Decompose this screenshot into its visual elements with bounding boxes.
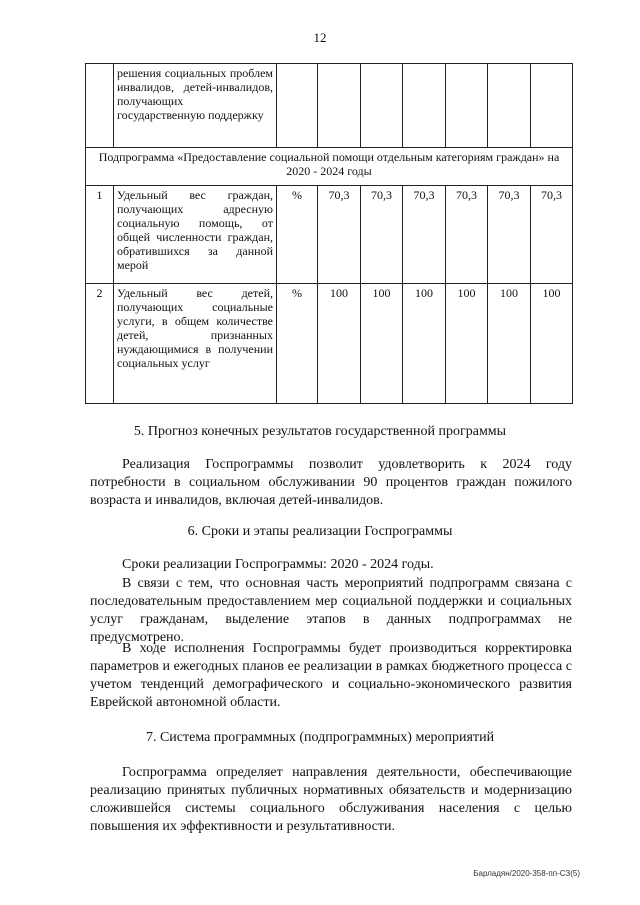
table-cell [531,64,573,148]
table-cell [277,64,318,148]
paragraph: В связи с тем, что основная часть мероприятий подпрограмм связана с последовательным предоставлением мер социальной поддержки и социальных услуг гражданам, выделение этапов в данных подпрограммах не предусмотрено. [90,576,572,645]
table-row [86,284,573,404]
value-cell: 100 [488,284,531,404]
paragraph: В ходе исполнения Госпрограммы будет производиться корректировка параметров и ежегодных планов ее реализации в рамках бюджетного процесса с учетом тенденций демографического и социально-экономического развития Еврейской автономной области. [90,641,572,710]
table-cell [446,64,488,148]
value-cell: 100 [361,284,403,404]
table-cell [361,64,403,148]
subprogram-header: Подпрограмма «Предоставление социальной помощи отдельным категориям граждан» на 2020 - 2024 годы [86,148,573,186]
table-row [86,64,573,148]
section-heading: 5. Прогноз конечных результатов государственной программы [133,424,507,439]
indicator-name-cell: Удельный вес граждан, получающих адресную социальную помощь, от общей численности граждан, обратившихся за данной мерой [114,186,277,284]
paragraph: Госпрограмма определяет направления деятельности, обеспечивающие реализацию принятых публичных нормативных обязательств и модернизацию сложившейся системы социального обслуживания населения с целью повышения их эффективности и результативности. [90,765,572,834]
indicator-name-cell: решения социальных проблем инвалидов, детей-инвалидов, получающих государственную поддержку [114,64,277,148]
unit-cell: % [277,186,318,284]
section-heading: 7. Система программных (подпрограммных) мероприятий [145,730,495,745]
unit-cell: % [277,284,318,404]
row-number: 1 [86,186,114,284]
paragraph: Сроки реализации Госпрограммы: 2020 - 2024 годы. [122,557,434,572]
value-cell: 70,3 [531,186,573,284]
document-id-footer: Барладян/2020-358-пп-СЗ(5) [473,869,580,878]
table-cell [86,64,114,148]
value-cell: 70,3 [361,186,403,284]
page-number: 12 [313,30,327,45]
table-cell [488,64,531,148]
row-number: 2 [86,284,114,404]
table-cell [318,64,361,148]
section-heading: 6. Сроки и этапы реализации Госпрограммы [187,524,453,539]
table-row [86,186,573,284]
value-cell: 70,3 [446,186,488,284]
value-cell: 100 [318,284,361,404]
indicator-name-cell: Удельный вес детей, получающих социальные услуги, в общем количестве детей, признанных нуждающимися в получении социальных услуг [114,284,277,404]
table-cell [403,64,446,148]
indicators-table [85,63,573,404]
value-cell: 100 [446,284,488,404]
value-cell: 100 [531,284,573,404]
subprogram-header-row [86,148,573,186]
value-cell: 70,3 [488,186,531,284]
value-cell: 70,3 [318,186,361,284]
paragraph: Реализация Госпрограммы позволит удовлетворить к 2024 году потребности в социальном обслуживании 90 процентов граждан пожилого возраста и инвалидов, включая детей-инвалидов. [90,457,572,508]
value-cell: 70,3 [403,186,446,284]
value-cell: 100 [403,284,446,404]
